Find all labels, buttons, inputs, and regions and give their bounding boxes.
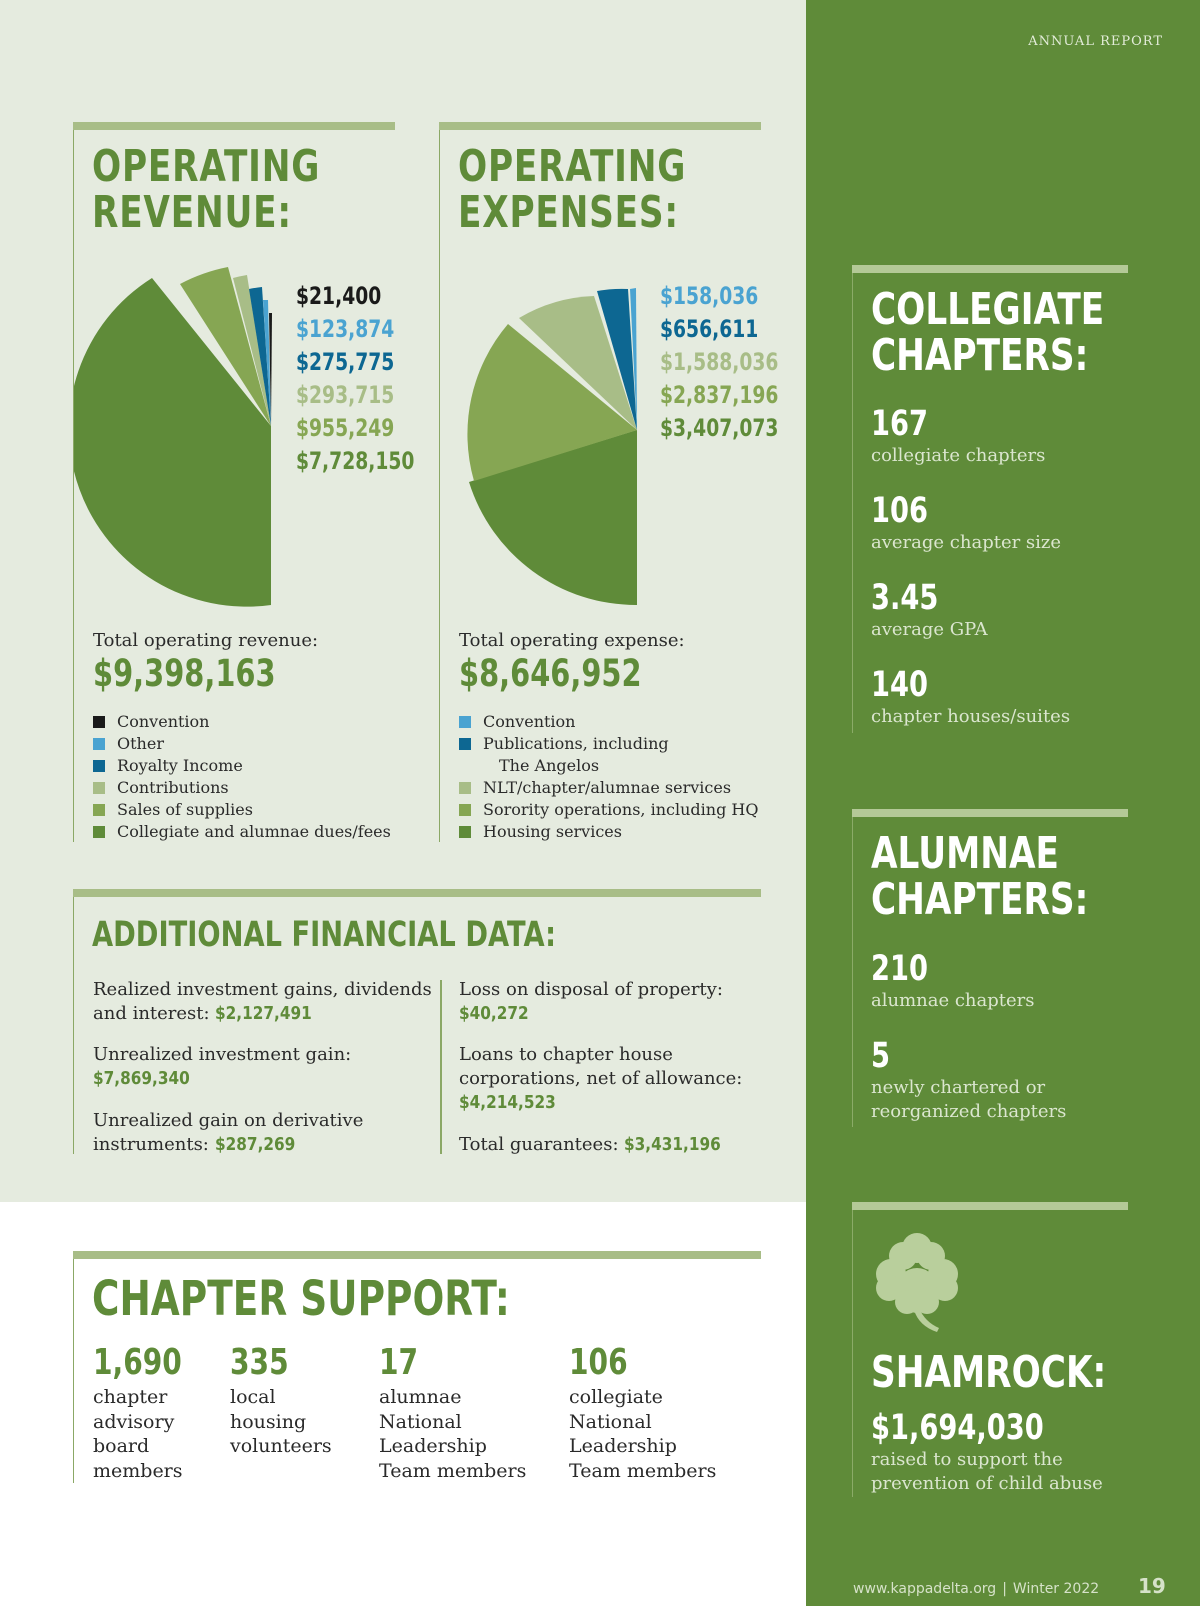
alumnae-stat [871,1036,1066,1124]
panel-accent-bar [852,1202,1128,1210]
unrealized-gain-value: $7,869,340 [93,1068,190,1089]
revenue-value-other: $123,874 [296,315,395,343]
collegiate-nlt-number: 106 [569,1342,628,1383]
page-number: 19 [1138,1574,1166,1598]
legend-label: Royalty Income [117,756,243,775]
expenses-value-nlt: $1,588,036 [660,348,779,376]
chapter-support-item [93,1341,207,1483]
revenue-value-sales: $955,249 [296,414,395,442]
expenses-pie-chart [440,272,650,612]
footer [853,1581,1099,1597]
expenses-values [660,280,812,445]
legend-item [459,733,758,755]
guarantees-value: $3,431,196 [624,1134,722,1155]
website-link[interactable]: www.kappadelta.org [853,1581,997,1597]
alumnae-title-line1: ALUMNAE [871,828,1059,879]
chapter-support-title: CHAPTER SUPPORT: [92,1271,510,1327]
expenses-total-label: Total operating expense: [459,630,685,651]
average-chapter-size-number: 106 [871,491,928,531]
legend-swatch [459,826,471,838]
legend-label: Contributions [117,778,229,797]
chapter-support-item [230,1341,332,1459]
collegiate-chapters-label: collegiate chapters [871,445,1046,466]
collegiate-title-line1: COLLEGIATE [871,284,1105,335]
collegiate-chapters-panel [852,265,1127,733]
legend-item [93,755,391,777]
revenue-total-value: $9,398,163 [93,652,276,695]
collegiate-stat [871,665,1070,729]
legend-item [93,711,391,733]
alumnae-chapters-panel [852,809,1127,1127]
average-gpa-number: 3.45 [871,578,939,618]
expenses-title-line2: EXPENSES: [458,187,679,238]
legend-label: NLT/chapter/alumnae services [483,778,732,797]
chapter-houses-number: 140 [871,665,928,705]
column-divider [440,980,442,1154]
legend-item [93,799,391,821]
collegiate-stat [871,404,1045,468]
alumnae-stat [871,949,1035,1013]
legend-swatch [459,804,471,816]
chapter-support-panel [73,1251,760,1483]
derivative-gain-item [93,1109,373,1157]
revenue-values [296,280,448,478]
revenue-title-line1: OPERATING [92,141,321,192]
guarantees-label: Total guarantees: [459,1134,619,1155]
loss-disposal-value: $40,272 [459,1003,529,1024]
legend-swatch [459,716,471,728]
legend-label: Sorority operations, including HQ [483,800,759,819]
operating-expenses-panel [439,122,779,842]
alumnae-nlt-label: alumnae National Leadership Team members [379,1386,527,1482]
expenses-value-convention: $158,036 [660,282,759,310]
revenue-total-label: Total operating revenue: [93,630,319,651]
revenue-value-contributions: $293,715 [296,381,395,409]
collegiate-chapters-number: 167 [871,404,928,444]
realized-gains-value: $2,127,491 [215,1003,313,1024]
derivative-gain-label: Unrealized gain on derivative instruments: [93,1110,364,1155]
realized-gains-label: Realized investment gains, dividends and interest: [93,979,432,1024]
housing-volunteers-number: 335 [230,1342,289,1383]
average-chapter-size-label: average chapter size [871,532,1062,553]
panel-accent-bar [73,1251,761,1259]
collegiate-stat [871,578,988,642]
unrealized-gain-item [93,1043,433,1091]
expenses-value-publications: $656,611 [660,315,759,343]
chapter-support-item [379,1341,526,1483]
shamrock-icon [869,1228,965,1334]
panel-accent-bar [73,889,761,897]
legend-swatch [93,738,105,750]
realized-gains-item [93,978,433,1026]
legend-item-continued [459,755,758,777]
issue-label: Winter 2022 [1012,1581,1100,1597]
revenue-pie-chart [74,252,284,612]
shamrock-panel [852,1202,1127,1497]
alumnae-title [871,828,1150,925]
shamrock-label: raised to support the prevention of child abuse [871,1449,1103,1494]
panel-accent-bar [73,122,395,130]
new-chapters-label: newly chartered or reorganized chapters [871,1077,1067,1122]
expenses-total-value: $8,646,952 [459,652,642,695]
legend-item [93,733,391,755]
alumnae-title-line2: CHAPTERS: [871,874,1089,925]
revenue-value-dues: $7,728,150 [296,447,415,475]
revenue-title-line2: REVENUE: [92,187,292,238]
revenue-title [92,141,385,238]
expenses-title-line1: OPERATING [458,141,687,192]
expenses-value-housing: $3,407,073 [660,414,779,442]
new-chapters-number: 5 [871,1036,891,1076]
loss-disposal-label: Loss on disposal of property: [459,979,723,1000]
collegiate-stat [871,491,1061,555]
chapter-houses-label: chapter houses/suites [871,706,1071,727]
loss-disposal-item [459,978,749,1026]
alumnae-nlt-number: 17 [379,1342,419,1383]
collegiate-title [871,284,1170,381]
expenses-title [458,141,751,238]
annual-report-label: ANNUAL REPORT [1028,34,1163,49]
alumnae-chapters-label: alumnae chapters [871,990,1035,1011]
expenses-value-sorority-ops: $2,837,196 [660,381,779,409]
legend-label: Other [117,734,164,753]
legend-item [93,777,391,799]
legend-swatch [459,782,471,794]
footer-separator: | [1002,1581,1007,1597]
legend-label: Convention [483,712,576,731]
legend-swatch [93,804,105,816]
average-gpa-label: average GPA [871,619,988,640]
legend-label: Housing services [483,822,622,841]
advisory-board-number: 1,690 [93,1342,182,1383]
derivative-gain-value: $287,269 [214,1134,295,1155]
shamrock-value: $1,694,030 [871,1408,1044,1448]
loans-item [459,1043,749,1115]
legend-label: Collegiate and alumnae dues/fees [117,822,391,841]
legend-swatch [459,738,471,750]
advisory-board-label: chapter advisory board members [93,1386,183,1482]
operating-revenue-panel [73,122,415,842]
legend-item [459,711,758,733]
additional-financial-panel [73,889,760,1154]
legend-item [93,821,391,843]
legend-label: Sales of supplies [117,800,253,819]
panel-accent-bar [852,809,1128,817]
legend-swatch [93,782,105,794]
collegiate-nlt-label: collegiate National Leadership Team members [569,1386,717,1482]
legend-swatch [93,826,105,838]
unrealized-gain-label: Unrealized investment gain: [93,1044,352,1065]
loans-label: Loans to chapter house corporations, net of allowance: [459,1044,743,1089]
alumnae-chapters-number: 210 [871,949,928,989]
legend-swatch [93,760,105,772]
chapter-support-item [569,1341,716,1483]
additional-financial-title: ADDITIONAL FINANCIAL DATA: [92,915,557,955]
legend-item [459,799,758,821]
loans-value: $4,214,523 [459,1092,556,1113]
legend-swatch [93,716,105,728]
legend-item [459,777,758,799]
shamrock-title: SHAMROCK: [871,1347,1107,1398]
panel-accent-bar [439,122,761,130]
legend-label: The Angelos [499,756,600,775]
legend-label: Publications, including [483,734,669,753]
expenses-legend [459,711,758,843]
panel-accent-bar [852,265,1128,273]
guarantees-item [459,1133,749,1157]
revenue-value-royalty: $275,775 [296,348,395,376]
legend-label: Convention [117,712,210,731]
housing-volunteers-label: local housing volunteers [230,1386,332,1457]
shamrock-stat [871,1408,1103,1496]
revenue-value-convention: $21,400 [296,282,382,310]
legend-item [459,821,758,843]
collegiate-title-line2: CHAPTERS: [871,330,1089,381]
revenue-legend [93,711,391,843]
